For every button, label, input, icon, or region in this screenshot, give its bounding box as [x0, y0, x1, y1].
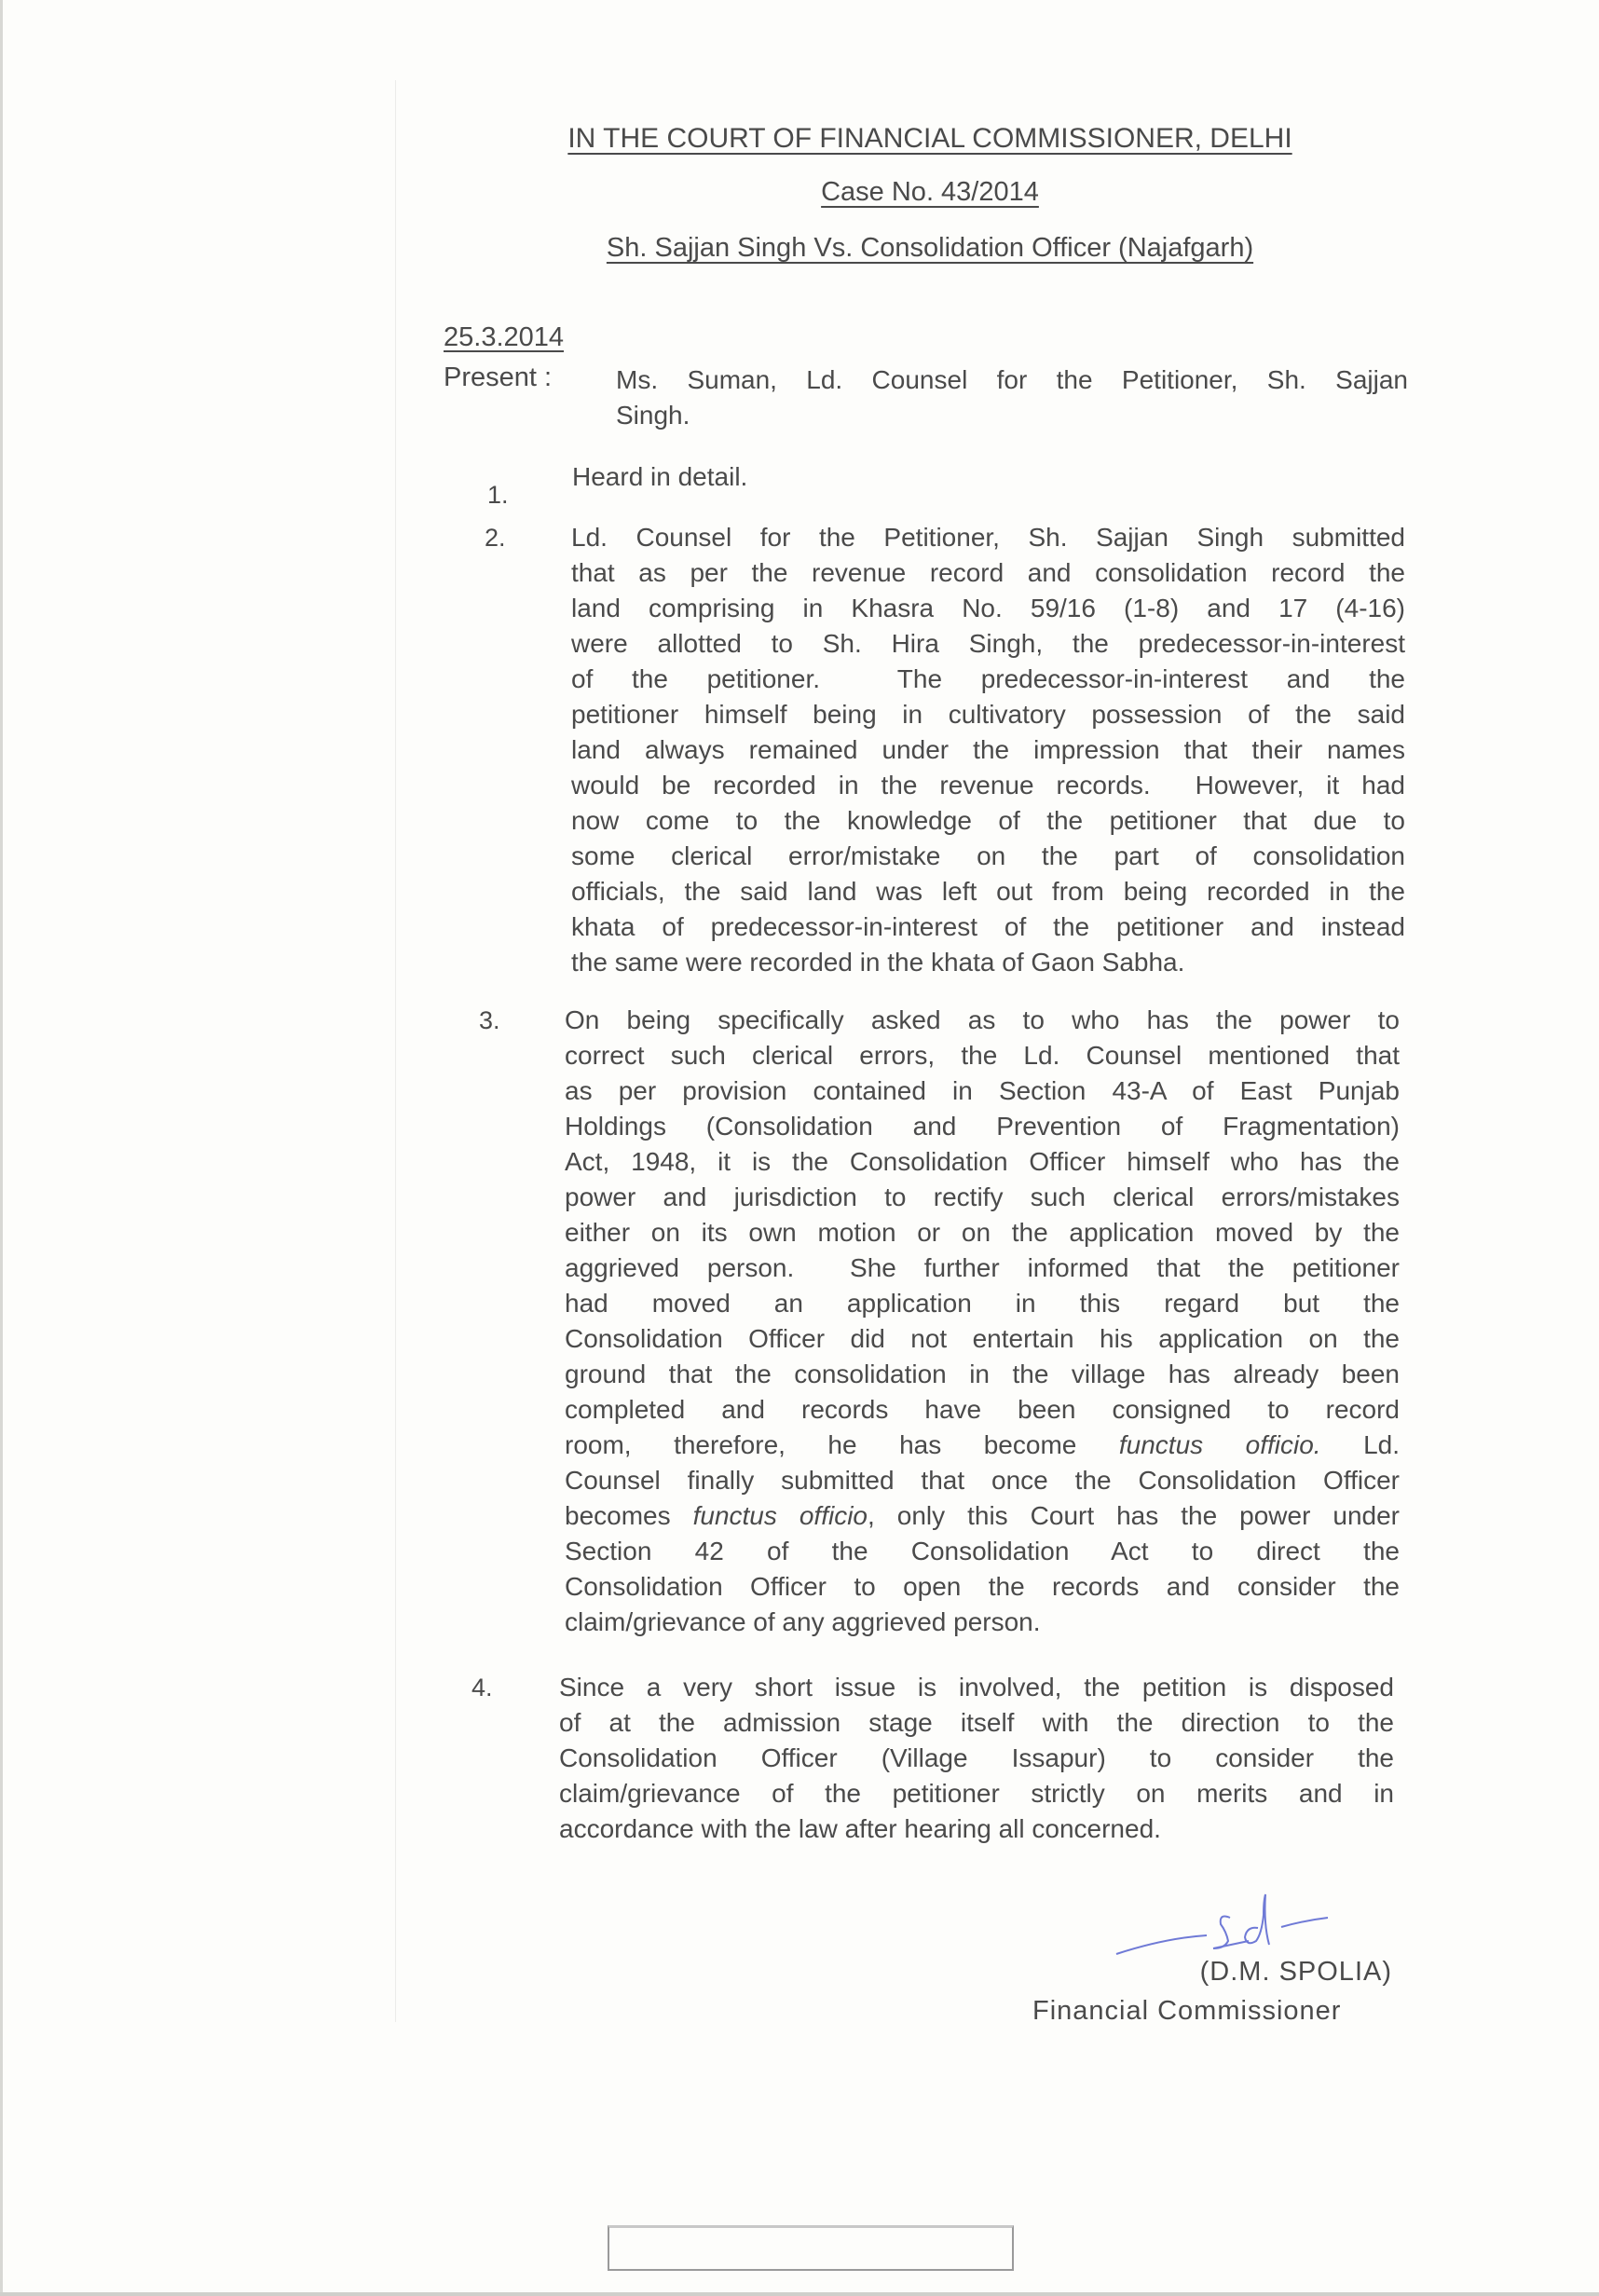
paragraph-line	[565, 1038, 1400, 1073]
signatory-designation: Financial Commissioner	[1032, 1996, 1342, 2020]
paragraph-line	[571, 768, 1405, 803]
line-text: claim/grievance of the petitioner strictly on merits and in	[559, 1779, 1394, 1808]
paragraph-line	[565, 1534, 1400, 1569]
paragraph-line	[571, 626, 1405, 662]
paragraph-number: 1.	[487, 481, 509, 509]
paragraph-line	[571, 839, 1405, 874]
paragraph-line	[559, 1741, 1394, 1776]
paragraph-line	[571, 732, 1405, 768]
paragraph-4	[559, 1670, 1394, 1847]
line-text: Heard in detail.	[572, 462, 748, 491]
line-text: officials, the said land was left out from being recorded in the	[571, 877, 1405, 906]
case-number-text: Case No. 43/2014	[821, 177, 1039, 207]
line-text: were allotted to Sh. Hira Singh, the predecessor-in-interest	[571, 629, 1405, 658]
scan-edge-bottom	[0, 2292, 1599, 2296]
case-parties-text: Sh. Sajjan Singh Vs. Consolidation Officer (Najafgarh)	[606, 233, 1254, 263]
line-text: of the petitioner. The predecessor-in-interest and the	[571, 664, 1405, 693]
italic-term: functus officio	[692, 1501, 868, 1530]
line-text: accordance with the law after hearing all concerned.	[559, 1814, 1161, 1843]
line-text: correct such clerical errors, the Ld. Counsel mentioned that	[565, 1041, 1400, 1070]
court-heading	[0, 123, 1599, 155]
italic-term: functus officio.	[1118, 1430, 1321, 1459]
line-text: some clerical error/mistake on the part of consolidation	[571, 841, 1405, 870]
paragraph-line	[565, 1073, 1400, 1109]
paragraph-line	[565, 1357, 1400, 1392]
paragraph-number: 3.	[479, 1006, 500, 1034]
line-text: Since a very short issue is involved, the petition is disposed	[559, 1673, 1394, 1702]
line-text: Counsel finally submitted that once the Consolidation Officer	[565, 1466, 1400, 1495]
line-text: as per provision contained in Section 43-A of East Punjab	[565, 1076, 1400, 1105]
paragraph-line	[565, 1392, 1400, 1428]
line-text: Act, 1948, it is the Consolidation Officer himself who has the	[565, 1147, 1400, 1176]
court-heading-text: IN THE COURT OF FINANCIAL COMMISSIONER, DELHI	[567, 123, 1292, 154]
paragraph-line	[565, 1109, 1400, 1144]
line-text: land always remained under the impression that their names	[571, 735, 1405, 764]
present-label: Present :	[444, 362, 553, 392]
line-text: Holdings (Consolidation and Prevention of Fragmentation)	[565, 1112, 1400, 1141]
line-text: power and jurisdiction to rectify such clerical errors/mistakes	[565, 1182, 1400, 1211]
present-line: Singh.	[616, 401, 690, 430]
paragraph-line	[565, 1569, 1400, 1605]
line-text: claim/grievance of any aggrieved person.	[565, 1607, 1041, 1636]
paragraph-line	[572, 459, 1406, 495]
paragraph-line	[565, 1428, 1400, 1463]
line-text: now come to the knowledge of the petitioner that due to	[571, 806, 1405, 835]
line-text: khata of predecessor-in-interest of the petitioner and instead	[571, 912, 1405, 941]
signature-sd-mark	[1109, 1887, 1351, 1961]
paragraph-number: 4.	[472, 1674, 493, 1702]
paragraph-line	[571, 520, 1405, 555]
paragraph-line	[571, 662, 1405, 697]
case-parties	[0, 233, 1599, 264]
paragraph-line	[565, 1498, 1400, 1534]
order-date: 25.3.2014	[444, 322, 565, 352]
paragraph-line	[565, 1003, 1400, 1038]
paragraph-line	[565, 1215, 1400, 1250]
line-text: room, therefore, he has become	[565, 1430, 1119, 1459]
line-text: On being specifically asked as to who has the power to	[565, 1005, 1400, 1034]
case-number	[0, 177, 1599, 208]
paragraph-line	[559, 1776, 1394, 1811]
paragraph-1	[572, 459, 1406, 495]
paragraph-3	[565, 1003, 1400, 1640]
line-text: of at the admission stage itself with the direction to the	[559, 1708, 1394, 1737]
paragraph-line	[571, 874, 1405, 909]
paragraph-line	[559, 1705, 1394, 1741]
paragraph-2	[571, 520, 1405, 980]
paragraph-line	[559, 1670, 1394, 1705]
present-line: Ms. Suman, Ld. Counsel for the Petitioner, Sh. Sajjan	[616, 365, 1408, 394]
paragraph-line	[571, 803, 1405, 839]
line-text: Consolidation Officer did not entertain his application on the	[565, 1324, 1400, 1353]
scan-edge-left	[0, 0, 3, 2296]
line-text: aggrieved person. She further informed that the petitioner	[565, 1253, 1400, 1282]
paragraph-line	[571, 555, 1405, 591]
line-text: petitioner himself being in cultivatory possession of the said	[571, 700, 1405, 729]
line-text: becomes	[565, 1501, 693, 1530]
line-text: Consolidation Officer to open the records and consider the	[565, 1572, 1400, 1601]
paragraph-line	[565, 1321, 1400, 1357]
paragraph-line	[565, 1286, 1400, 1321]
paragraph-line	[565, 1180, 1400, 1215]
line-text: Consolidation Officer (Village Issapur) to consider the	[559, 1743, 1394, 1772]
paragraph-line	[565, 1250, 1400, 1286]
paragraph-line	[571, 697, 1405, 732]
line-text: ground that the consolidation in the village has already been	[565, 1360, 1400, 1388]
paragraph-line	[565, 1144, 1400, 1180]
line-text: that as per the revenue record and consolidation record the	[571, 558, 1405, 587]
line-text: completed and records have been consigned to record	[565, 1395, 1400, 1424]
paragraph-line	[571, 591, 1405, 626]
present-text	[616, 362, 1408, 433]
margin-line	[395, 80, 396, 2022]
line-text: had moved an application in this regard but the	[565, 1289, 1400, 1318]
paragraph-line	[565, 1463, 1400, 1498]
line-text: land comprising in Khasra No. 59/16 (1-8) and 17 (4-16)	[571, 594, 1405, 622]
signature	[1109, 1887, 1351, 1966]
paragraph-number: 2.	[485, 524, 506, 552]
line-text: would be recorded in the revenue records. However, it had	[571, 771, 1405, 800]
paragraph-line	[565, 1605, 1400, 1640]
paragraph-line	[559, 1811, 1394, 1847]
line-text: Ld.	[1320, 1430, 1401, 1459]
line-text: , only this Court has the power under	[868, 1501, 1400, 1530]
stamp-box	[608, 2225, 1014, 2271]
line-text: Section 42 of the Consolidation Act to direct the	[565, 1537, 1400, 1565]
line-text: Ld. Counsel for the Petitioner, Sh. Sajjan Singh submitted	[571, 523, 1405, 552]
paragraph-line	[571, 909, 1405, 945]
line-text: either on its own motion or on the application moved by the	[565, 1218, 1400, 1247]
line-text: the same were recorded in the khata of Gaon Sabha.	[571, 948, 1185, 977]
signatory-name: (D.M. SPOLIA)	[1199, 1957, 1392, 1987]
paragraph-line	[571, 945, 1405, 980]
